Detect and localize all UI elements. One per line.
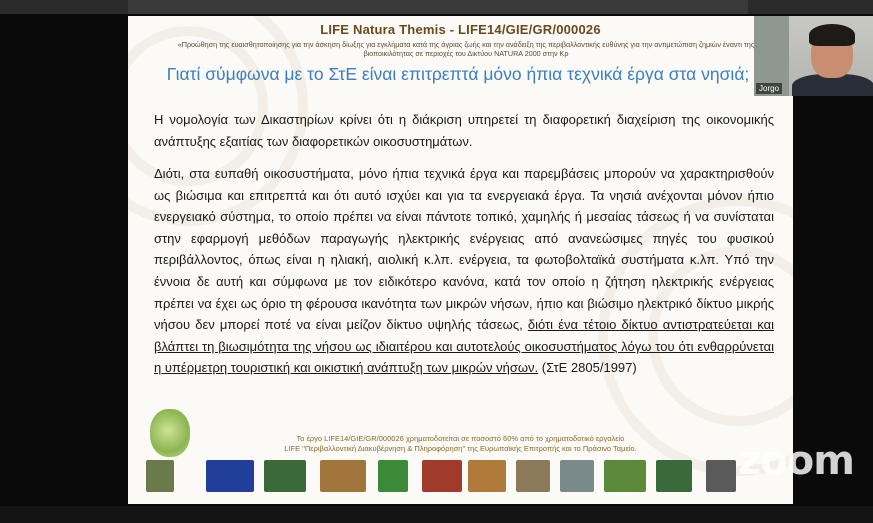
partner-logo xyxy=(378,460,408,492)
funding-footnote xyxy=(128,434,793,454)
funding-footnote-line: LIFE "Περιβαλλοντική Διακυβέρνηση & Πληροφόρηση" της Ευρωπαϊκής Επιτροπής και το Πράσινο Ταμείο. xyxy=(284,444,637,453)
partner-logo xyxy=(516,460,550,492)
partner-logo xyxy=(146,460,174,492)
slide-subtitle: «Προώθηση της ευαισθητοποίησης για την άσκηση δίωξης για εγκλήματα κατά της άγριας ζωής και την ανάδειξη της περιβαλλοντικής ευθύνης για την αντιμετώπιση ζημιών έναντι της βιοποικιλότητας σε περιοχές του Δικτύου NATURA 2000 στην Κρ xyxy=(177,40,755,58)
shared-slide xyxy=(128,16,793,504)
partner-logo xyxy=(320,460,366,492)
paragraph-jurisprudence: Η νομολογία των Δικαστηρίων κρίνει ότι η διάκριση υπηρετεί τη διαφορετική διαχείριση της οικονομικής ανάπτυξης εξαιτίας των διαφορετικών οικοσυστημάτων. xyxy=(154,112,774,149)
partner-logo xyxy=(422,460,462,492)
partner-logo xyxy=(468,460,506,492)
participant-name-label: Jorgo xyxy=(756,83,782,94)
paragraph-reasoning xyxy=(154,163,774,379)
partner-logo xyxy=(560,460,594,492)
top-bar-strip xyxy=(128,0,748,14)
zoom-watermark: zoom xyxy=(738,438,854,484)
slide-title: LIFE Natura Themis - LIFE14/GIE/GR/000026 xyxy=(320,22,601,37)
window-bottom-bar xyxy=(0,506,873,523)
reasoning-underlined-text: διότι ένα τέτοιο δίκτυο αντιστρατεύεται και βλάπτει τη βιωσιμότητα της νήσου ως ιδιαιτέρου και αυτοτελούς οικοσυστήματος λόγω του ότι ενθαρρύνεται η υπέρμετρη τουριστική και οικιστική ανάπτυξη των μικρών νήσων. xyxy=(154,317,774,376)
court-citation: (ΣτΕ 2805/1997) xyxy=(538,360,637,376)
partner-logos xyxy=(146,460,786,496)
partner-logo xyxy=(206,460,254,492)
slide-question: Γιατί σύμφωνα με το ΣτΕ είναι επιτρεπτά μόνο ήπια τεχνικά έργα στα νησιά; xyxy=(166,64,750,84)
partner-logo xyxy=(656,460,692,492)
reasoning-text: Διότι, στα ευπαθή οικοσυστήματα, μόνο ήπια τεχνικά έργα και παρεμβάσεις μπορούν να χαρακτηρισθούν ως βιώσιμα και επιτρεπτά και ότι αυτό ισχύει και για τα ενεργειακά έργα. Τα νησιά ανέχονται μόνον ήπιο ενεργειακό σύστημα, το οποίο πρέπει να είναι πάντοτε τοπικό, χαμηλής ή μεσαίας τάσεως ή να συνίσταται στην εφαρμογή μεθόδων παραγωγής ηλεκτρικής ενέργειας από ανανεώσιμες πηγές του φυσικού περιβάλλοντος, όπως είναι η ηλιακή, αιολική κ.λπ. ενέργεια, τα φωτοβολταϊκά συστήματα κ.λπ. Υπό την έννοια δε αυτή και σύμφωνα με τον ειδικότερο κανόνα, κατά τον οποίο η ζήτηση ηλεκτρικής ενέργειας πρέπει να έχει ως όριο τη φέρουσα ικανότητα των μικρών νήσων, ήπιο και βιώσιμο ηλεκτρικό δίκτυο μικρής νήσου δεν μπορεί ποτέ να είναι μείζον δίκτυο υψηλής τάσεως, xyxy=(154,166,774,333)
partner-logo xyxy=(604,460,646,492)
partner-logo xyxy=(706,460,736,492)
participant-video-tile[interactable] xyxy=(754,16,873,96)
window-top-bar xyxy=(0,0,873,14)
partner-logo xyxy=(264,460,306,492)
participant-hair xyxy=(809,24,855,46)
funding-footnote-line: Το έργο LIFE14/GIE/GR/000026 χρηματοδοτείται σε ποσοστό 60% από το χρηματοδοτικό εργαλείο xyxy=(296,434,625,443)
